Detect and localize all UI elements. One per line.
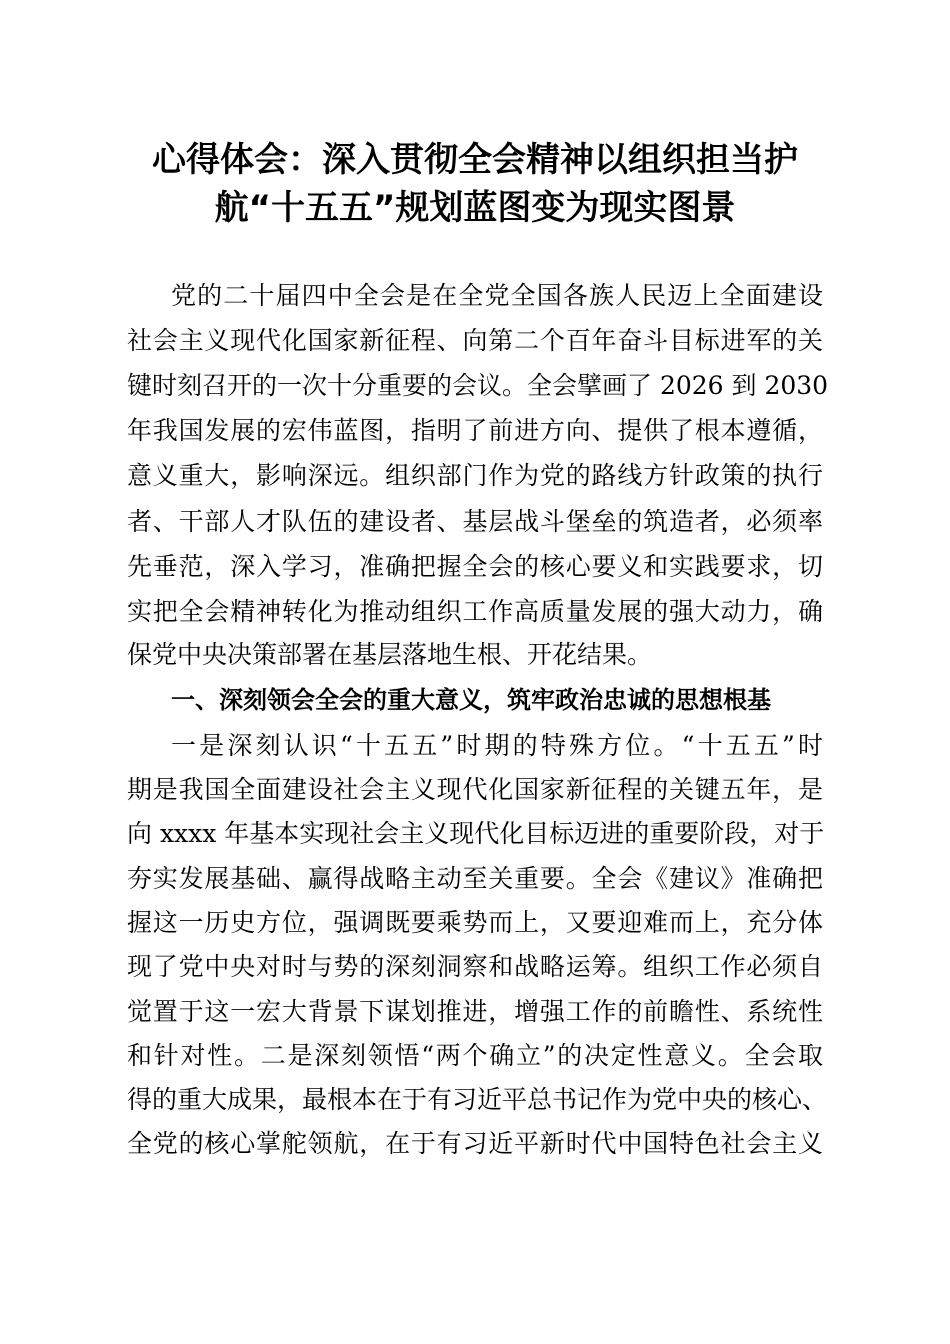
text-line: 者、干部人才队伍的建设者、基层战斗堡垒的筑造者，必须率	[127, 507, 823, 536]
text-line: 保党中央决策部署在基层落地生根、开花结果。	[127, 640, 653, 669]
text-line: 先垂范，深入学习，准确把握全会的核心要义和实践要求，切	[127, 552, 823, 581]
text-line: 握这一历史方位，强调既要乘势而上，又要迎难而上，充分体	[127, 908, 823, 937]
text-line: 社会主义现代化国家新征程、向第二个百年奋斗目标进军的关	[127, 326, 823, 355]
text-line: 得的重大成果，最根本在于有习近平总书记作为党中央的核心、	[127, 1085, 828, 1114]
text-line: 意义重大，影响深远。组织部门作为党的路线方针政策的执行	[127, 461, 823, 490]
text-line: 党的二十届四中全会是在全党全国各族人民迈上全面建设	[171, 281, 823, 310]
text-line: 期是我国全面建设社会主义现代化国家新征程的关键五年，是	[127, 775, 823, 804]
text-line: 一是深刻认识“十五五”时期的特殊方位。“十五五”时	[171, 731, 823, 760]
text-line: 现了党中央对时与势的深刻洞察和战略运筹。组织工作必须自	[127, 952, 823, 981]
text-line: 觉置于这一宏大背景下谋划推进，增强工作的前瞻性、系统性	[127, 997, 823, 1026]
section-heading-1: 一、深刻领会全会的重大意义，筑牢政治忠诚的思想根基	[171, 686, 771, 714]
text-line: 夯实发展基础、赢得战略主动至关重要。全会《建议》准确把	[127, 864, 823, 893]
text-line: 键时刻召开的一次十分重要的会议。全会擘画了 2026 到 2030	[127, 371, 829, 400]
text-line: 全党的核心掌舵领航，在于有习近平新时代中国特色社会主义	[127, 1129, 823, 1158]
text-line: 向 xxxx 年基本实现社会主义现代化目标迈进的重要阶段，对于	[127, 819, 825, 848]
text-line: 年我国发展的宏伟蓝图，指明了前进方向、提供了根本遵循，	[127, 416, 823, 445]
title-line-1: 心得体会：深入贯彻全会精神以组织担当护	[152, 140, 798, 180]
title-line-2: 航“十五五”规划蓝图变为现实图景	[214, 188, 736, 228]
text-line: 和针对性。二是深刻领悟“两个确立”的决定性意义。全会取	[127, 1041, 823, 1070]
text-line: 实把全会精神转化为推动组织工作高质量发展的强大动力，确	[127, 597, 823, 626]
